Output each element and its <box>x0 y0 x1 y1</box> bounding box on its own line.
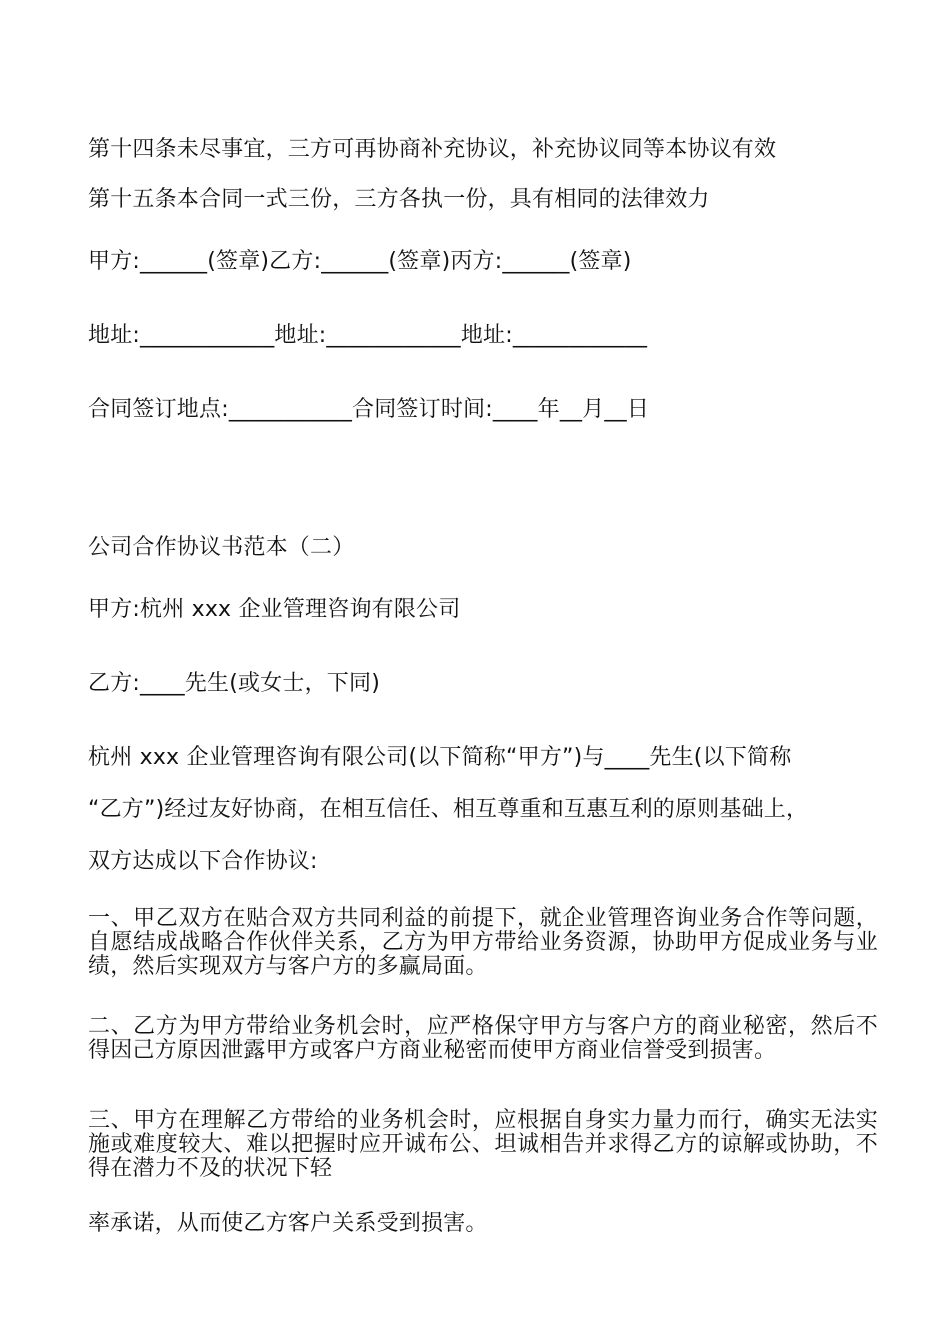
clause-1: 一、甲乙双方在贴合双方共同利益的前提下，就企业管理咨询业务合作等问题，自愿结成战略合作伙伴关系，乙方为甲方带给业务资源，协助甲方促成业务与业绩，然后实现双方与客户方的多赢局面。 <box>88 906 878 979</box>
article-14: 第十四条未尽事宜，三方可再协商补充协议，补充协议同等本协议有效 <box>88 137 777 162</box>
article-15: 第十五条本合同一式三份，三方各执一份，具有相同的法律效力 <box>88 187 710 212</box>
party-a: 甲方:杭州 xxx 企业管理咨询有限公司 <box>88 597 461 622</box>
signature-line: 甲方:______(签章)乙方:______(签章)丙方:______(签章) <box>88 249 632 274</box>
party-b: 乙方:____先生(或女士，下同) <box>88 671 380 696</box>
intro-line-2: “乙方”)经过友好协商，在相互信任、相互尊重和互惠互利的原则基础上， <box>88 797 809 822</box>
intro-line-3: 双方达成以下合作协议: <box>88 849 318 874</box>
section-title: 公司合作协议书范本（二） <box>88 535 355 560</box>
clause-3-continued: 率承诺，从而使乙方客户关系受到损害。 <box>88 1211 488 1236</box>
clause-2: 二、乙方为甲方带给业务机会时，应严格保守甲方与客户方的商业秘密，然后不得因己方原因泄露甲方或客户方商业秘密而使甲方商业信誉受到损害。 <box>88 1014 878 1063</box>
sign-place-time-line: 合同签订地点:___________合同签订时间:____年__月__日 <box>88 397 650 422</box>
clause-3: 三、甲方在理解乙方带给的业务机会时，应根据自身实力量力而行，确实无法实施或难度较大、难以把握时应开诚布公、坦诚相告并求得乙方的谅解或协助，不得在潜力不及的状况下轻 <box>88 1108 878 1181</box>
intro-line-1: 杭州 xxx 企业管理咨询有限公司(以下简称“甲方”)与____先生(以下简称 <box>88 745 792 770</box>
address-line: 地址:____________地址:____________地址:____________ <box>88 323 648 348</box>
